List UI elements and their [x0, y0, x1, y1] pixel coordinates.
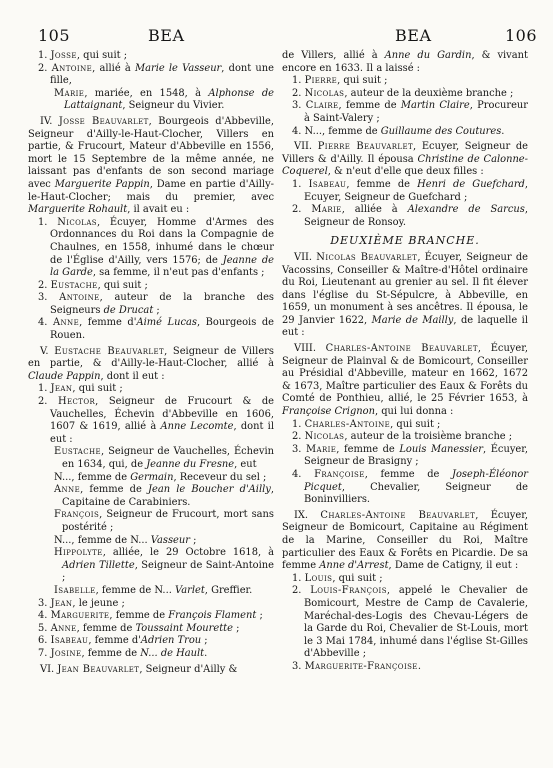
text-run: , Seigneur de Vauchelles, Échevin en 1634, qui, de	[62, 446, 274, 470]
text-run: , Ecuyer, Seigneur de Villers & d'Ailly. Il épousa	[282, 141, 529, 165]
text-run: , Seigneur d'Ailly &	[139, 663, 238, 675]
text-run: , alliée à	[341, 204, 408, 216]
genealogy-entry	[282, 431, 528, 444]
text-run: Vasseur	[150, 534, 190, 546]
text-run: Anne	[50, 622, 77, 634]
text-run: Adrien Tillette	[62, 559, 135, 571]
text-run: , Receveur du sel ;	[173, 471, 267, 483]
text-run: , femme de	[109, 610, 169, 622]
text-run: , auteur de la deuxième branche ;	[344, 87, 514, 99]
text-run: ;	[233, 622, 240, 634]
text-run: Jeanne du Fresne	[146, 459, 235, 470]
text-run: Anne du Gardin	[384, 50, 472, 61]
text-run: Marguerite Rohault	[28, 204, 128, 216]
text-run: 1.	[38, 216, 58, 228]
text-run: ;	[256, 610, 263, 622]
genealogy-entry	[28, 509, 274, 534]
text-run: 3.	[292, 100, 306, 112]
text-run: 5.	[38, 622, 51, 634]
genealogy-entry	[282, 573, 528, 586]
text-run: , Seigneur de Saint-Antoine ;	[62, 559, 274, 584]
text-run: , mariée, en 1548, à	[84, 87, 209, 99]
genealogy-entry	[28, 346, 274, 384]
text-run: , femme d'	[88, 635, 141, 647]
genealogy-entry	[282, 100, 528, 125]
text-run: , qui suit ;	[72, 383, 123, 395]
text-run: , & vivant encore en 1633. Il a laissé :	[282, 50, 528, 74]
genealogy-entry	[282, 141, 528, 179]
text-run: Joseph-Éléonor Picquet	[304, 469, 529, 493]
text-run: 2.	[292, 431, 305, 443]
text-run: Alexandre de Sarcus	[407, 204, 525, 216]
text-run: , qui suit ;	[76, 50, 128, 61]
genealogy-entry	[28, 535, 274, 548]
text-run: François Flament	[168, 610, 257, 622]
text-run: Toussaint Mourette	[135, 622, 233, 634]
right-page-number: 106	[505, 26, 538, 45]
text-run: Isabeau	[308, 178, 347, 190]
genealogy-entry	[28, 648, 274, 661]
genealogy-entry	[28, 623, 274, 636]
text-run: 1.	[292, 178, 309, 190]
text-run: , de laquelle il eut :	[282, 314, 528, 339]
text-run: IX.	[294, 509, 321, 521]
text-run: 2.	[38, 279, 51, 291]
text-run: , qui suit ;	[332, 572, 383, 584]
text-run: , Ecuyer, Seigneur de Guefchard ;	[304, 178, 529, 203]
text-run: Isabeau	[50, 635, 89, 647]
right-column	[282, 50, 528, 674]
text-run: Louis-François	[310, 585, 387, 597]
text-run: Marie	[54, 87, 85, 99]
genealogy-entry	[28, 472, 274, 485]
genealogy-entry	[28, 484, 274, 509]
text-run: , Seigneur de Villers en partie, & d'Ailly-le-Haut-Clocher, allié à	[28, 345, 274, 370]
text-run: .	[417, 660, 421, 672]
text-run: , dont il eut :	[50, 421, 274, 445]
text-run: .	[501, 125, 505, 137]
text-run: Marie	[311, 204, 342, 216]
text-run: Louis Manessier	[399, 443, 484, 455]
text-run: , auteur de la branche des Seigneurs	[50, 292, 274, 316]
text-run: Josse Beauvarlet	[58, 115, 149, 127]
text-run: , Écuyer, Seigneur de Brasigny ;	[304, 443, 529, 468]
genealogy-entry	[28, 598, 274, 611]
left-running-title: BEA	[148, 26, 185, 45]
text-run: , femme de	[336, 443, 400, 455]
text-run: Isabelle	[54, 584, 96, 596]
genealogy-entry	[28, 547, 274, 585]
text-run: , le jeune ;	[72, 597, 125, 609]
genealogy-entry	[28, 396, 274, 446]
text-run: VIII.	[294, 343, 326, 355]
genealogy-entry	[282, 661, 528, 674]
text-run: , qui suit ;	[337, 75, 388, 87]
text-run: , Chevalier, Seigneur de Boninvilliers.	[304, 481, 528, 506]
text-run: Eustache Beauvarlet	[54, 345, 165, 357]
text-run: Jean	[50, 597, 73, 609]
text-run: , sa femme, il n'eut pas d'enfants ;	[92, 267, 265, 279]
text-run: , il avait eu :	[127, 204, 190, 216]
text-run: , alliée, le 29 Octobre 1618, à	[102, 547, 274, 559]
genealogy-entry	[28, 664, 274, 677]
text-run: , Seigneur de Frucourt, mort sans postérité ;	[62, 509, 274, 533]
text-run: , Capitaine de Carabiniers.	[62, 484, 274, 508]
text-run: , Procureur à Saint-Valery ;	[304, 100, 528, 124]
text-run: 7.	[38, 647, 51, 659]
text-run: , qui suit ;	[97, 279, 148, 291]
text-run: Marie de Mailly	[371, 314, 454, 326]
text-run: N... de Hault	[140, 647, 205, 659]
text-run: , auteur de la troisième branche ;	[344, 431, 513, 443]
text-run: , appelé le Chevalier de Bomicourt, Mestre de Camp de Cavalerie, Maréchal-des-Logis des Chevau-Légers de la Garde du Roi, Chevalier de St-Louis, mort le 3 Mai 1784, inhumé dans l'église St-Gilles d'Abbeville ;	[304, 585, 528, 660]
text-run: , Seigneur du Vivier.	[122, 100, 225, 112]
text-run: François	[54, 509, 100, 521]
text-run: Louis	[304, 572, 333, 584]
text-run: Nicolas Beauvarlet	[316, 251, 418, 263]
text-run: , Écuyer, Seigneur de Plainval & de Bomicourt, Conseiller au Présidial d'Abbeville, mateur en 1662, 1672 & 1673, Maître particulier des Eaux & Forêts du Comté de Ponthieu, allié, le 25 Février 1653, à	[282, 343, 528, 405]
left-page-number: 105	[38, 26, 71, 45]
text-run: Hector	[57, 396, 96, 408]
text-run: Christine de Calonne-Coquerel	[282, 153, 528, 178]
text-run: Anne	[54, 484, 81, 496]
text-run: 1.	[292, 75, 305, 87]
genealogy-entry	[282, 419, 528, 432]
text-run: Nicolas	[304, 431, 345, 443]
genealogy-entry	[282, 126, 528, 139]
text-run: 1.	[292, 572, 305, 584]
text-run: Pierre Beauvarlet	[317, 141, 414, 153]
text-run: 1.	[38, 383, 51, 395]
text-run: , Bourgeois de Rouen.	[50, 317, 275, 342]
genealogy-entry	[28, 317, 274, 342]
genealogy-entry	[28, 217, 274, 280]
text-run: , femme de	[76, 622, 136, 634]
text-run: IV.	[40, 115, 59, 127]
text-run: , allié à	[92, 62, 135, 74]
genealogy-entry	[28, 50, 274, 63]
text-run: Adrien Trou	[140, 635, 202, 647]
text-run: Martin Claire	[400, 100, 470, 112]
text-run: , femme d'	[79, 317, 137, 329]
text-run: Marguerite-Françoise	[304, 660, 418, 672]
text-run: .	[204, 647, 208, 659]
text-run: Antoine	[51, 62, 93, 74]
text-run: , femme de	[338, 100, 401, 112]
text-run: , Seigneur de Frucourt & de Vauchelles, Échevin d'Abbeville en 1606, 1607 & 1619, allié à	[50, 396, 274, 433]
genealogy-entry	[282, 469, 528, 507]
text-run: 2.	[292, 87, 305, 99]
genealogy-entry	[282, 204, 528, 229]
genealogy-entry	[282, 75, 528, 88]
text-run: 3.	[292, 443, 306, 455]
text-run: Françoise Crignon	[282, 406, 375, 418]
text-run: Anne d'Arrest	[319, 560, 389, 572]
genealogy-entry	[28, 585, 274, 598]
text-run: , dont une fille,	[50, 62, 274, 87]
text-run: 2.	[292, 585, 311, 597]
genealogy-entry	[282, 510, 528, 573]
text-run: Nicolas	[57, 216, 97, 228]
genealogy-entry	[28, 383, 274, 396]
text-run: Aimé Lucas	[136, 317, 197, 329]
genealogy-entry	[28, 116, 274, 217]
text-run: Claire	[305, 100, 339, 112]
text-run: Charles-Antoine Beauvarlet	[320, 509, 476, 521]
text-run: Antoine	[59, 292, 100, 304]
text-run: 4.	[38, 610, 51, 622]
text-run: Eustache	[54, 446, 102, 458]
text-run: Françoise	[314, 469, 365, 480]
right-running-title: BEA	[395, 26, 432, 45]
text-run: Anne Lecomte	[160, 421, 234, 433]
text-run: Josine	[50, 647, 82, 659]
text-run: de Drucat	[103, 304, 154, 316]
text-run: Marguerite	[50, 610, 110, 622]
genealogy-entry	[28, 446, 274, 471]
text-run: VI.	[40, 663, 58, 675]
text-run: N..., femme de	[54, 471, 131, 483]
text-run: Nicolas	[304, 87, 345, 99]
text-run: Pierre	[304, 75, 338, 87]
text-run: , & n'eut d'elle que deux filles :	[327, 166, 484, 178]
text-run: 6.	[38, 635, 51, 647]
text-run: Claude Pappin	[28, 370, 101, 382]
text-run: Eustache	[50, 279, 98, 291]
text-run: Henri de Guefchard	[417, 178, 525, 190]
text-run: Hippolyte	[54, 547, 103, 559]
text-run: 2.	[292, 204, 312, 216]
genealogy-entry	[282, 179, 528, 204]
genealogy-entry	[282, 88, 528, 101]
text-run: , Seigneur de Ronsoy.	[304, 204, 528, 228]
genealogy-entry	[28, 280, 274, 293]
text-run: V.	[40, 345, 55, 357]
text-run: , femme de	[364, 469, 452, 480]
text-run: , femme de	[346, 178, 418, 190]
text-run: 2.	[38, 396, 58, 408]
text-run: 3.	[38, 292, 60, 304]
genealogy-entry	[28, 635, 274, 648]
text-run: , Dame de Catigny, il eut :	[388, 560, 519, 572]
text-run: Marie le Vasseur	[134, 62, 222, 74]
text-run: , femme de	[81, 647, 141, 659]
text-run: Guillaume des Coutures	[380, 125, 502, 137]
text-run: , Écuyer, Seigneur de Bomicourt, Capitaine au Régiment de la Marine, Conseiller du Roi, Maître particulier des Eaux & Forêts en Picardie. De sa femme	[282, 509, 528, 572]
genealogy-entry	[28, 63, 274, 88]
text-run: ;	[153, 304, 160, 316]
text-run: , eut	[234, 459, 257, 470]
genealogy-entry	[28, 610, 274, 623]
text-run: Anne	[53, 317, 80, 329]
text-run: Charles-Antoine	[304, 418, 391, 430]
text-run: DEUXIÈME BRANCHE.	[330, 234, 480, 248]
text-run: de Villers, allié à	[282, 50, 385, 61]
genealogy-entry	[282, 50, 528, 75]
text-run: , Dame en partie d'Ailly-le-Haut-Clocher; mais du premier, avec	[28, 178, 274, 203]
section-heading	[282, 235, 528, 248]
text-run: Marie	[305, 443, 337, 455]
text-run: , Écuyer, Homme d'Armes des Ordonnances du Roi dans la Compagnie de Chaulnes, en 1558, inhumé dans le chœur de l'Église d'Ailly, vers 1576; de	[50, 216, 275, 266]
text-run: VII.	[294, 141, 318, 153]
text-run: , Greffier.	[204, 584, 253, 596]
text-run: 1.	[38, 50, 51, 61]
text-run: Alphonse de Lattaignant	[64, 87, 274, 112]
text-run: , dont il eut :	[100, 370, 165, 382]
genealogy-entry	[282, 252, 528, 340]
genealogy-entry	[28, 88, 274, 113]
text-run: 2.	[38, 62, 52, 74]
text-run: Marguerite Pappin	[54, 178, 150, 190]
text-run: N..., femme de N...	[54, 534, 151, 546]
text-run: 1.	[292, 418, 305, 430]
text-run: Jean	[50, 383, 73, 395]
text-run: 3.	[38, 597, 51, 609]
text-run: Jean le Boucher d'Ailly	[148, 484, 271, 496]
genealogy-entry	[28, 292, 274, 317]
text-run: 4.	[292, 469, 315, 480]
text-run: , qui suit ;	[390, 418, 441, 430]
left-column	[28, 50, 274, 676]
text-run: Varlet	[174, 584, 205, 596]
text-run: 4.	[38, 317, 53, 329]
text-run: Josse	[50, 50, 77, 61]
text-run: Jeanne de la Garde	[50, 254, 274, 279]
genealogy-entry	[282, 343, 528, 419]
text-run: , Bourgeois d'Abbeville, Seigneur d'Ailly-le-Haut-Clocher, Villers en partie, & Frucourt, Mateur d'Abbeville en 1556, mort le 15 Septembre de la même année, ne laissant pas d'enfants de son second mariage avec	[28, 115, 275, 190]
text-run: 3.	[292, 660, 305, 672]
text-run: Charles-Antoine Beauvarlet	[325, 343, 478, 355]
text-run: Jean Beauvarlet	[57, 663, 140, 675]
text-run: ;	[189, 534, 197, 546]
text-run: , qui lui donna :	[374, 406, 454, 418]
genealogy-entry	[282, 444, 528, 469]
text-run: , Écuyer, Seigneur de Vacossins, Conseiller & Maître-d'Hôtel ordinaire du Roi, Lieutenant au grenier au sel. Il fit élever dans l'église du St-Sépulcre, à Abbeville, en 1659, un monument à ses ancêtres. Il épousa, le 29 Janvier 1622,	[282, 251, 528, 326]
text-run: 4. N..., femme de	[292, 125, 381, 137]
text-run: Germain	[130, 471, 174, 483]
text-run: ;	[201, 635, 208, 647]
text-run: , femme de	[80, 484, 149, 496]
text-run: , femme de N...	[95, 584, 175, 596]
text-run: VII.	[294, 251, 317, 263]
genealogy-entry	[282, 585, 528, 661]
